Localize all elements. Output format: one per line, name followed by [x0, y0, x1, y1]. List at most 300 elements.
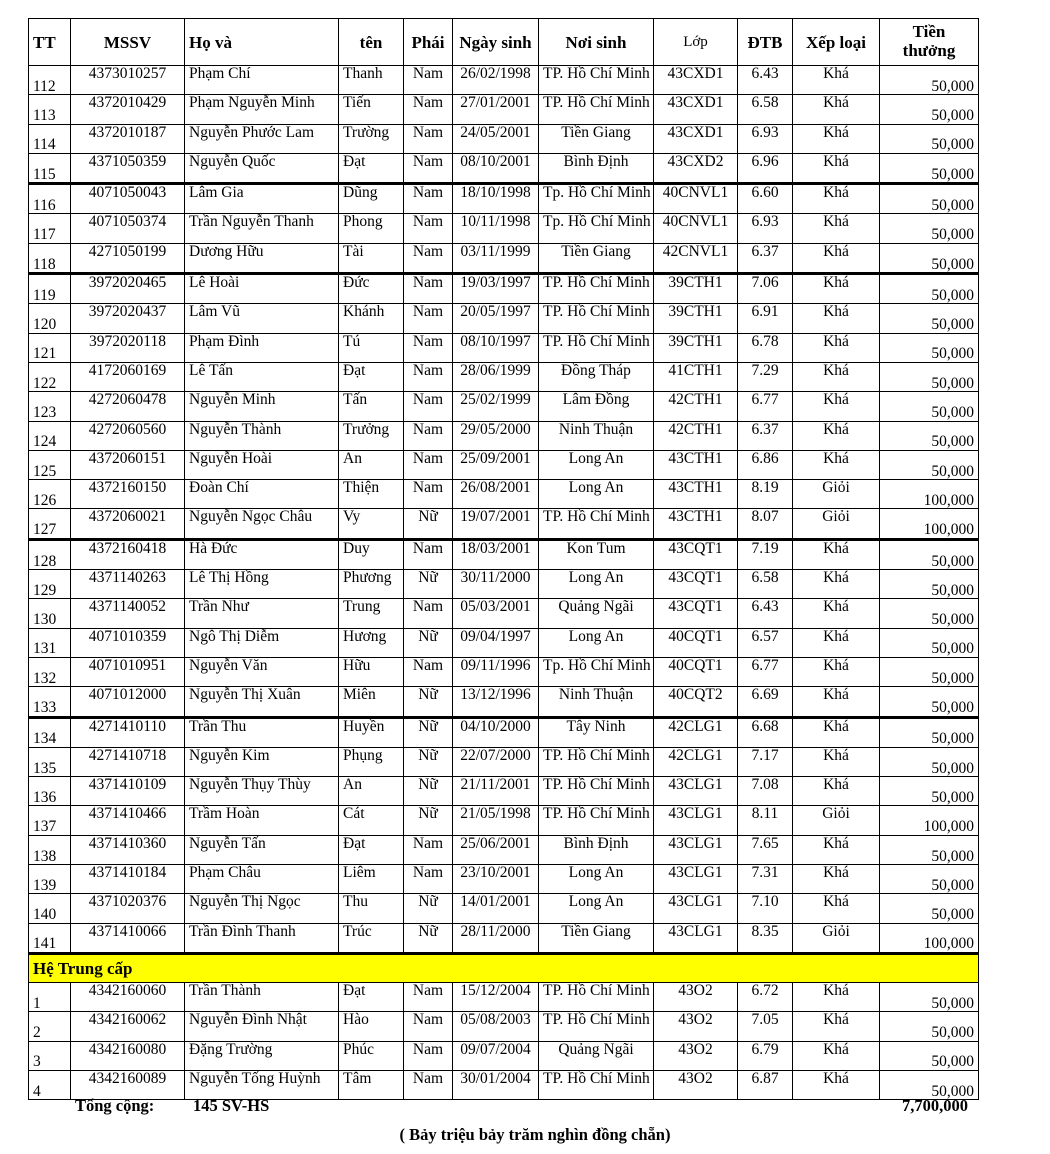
cell-tien-thuong: 50,000	[880, 1041, 979, 1070]
cell-dtb: 6.91	[738, 304, 793, 333]
cell-noi-sinh: TP. Hồ Chí Minh	[539, 274, 654, 304]
cell-xep-loai: Giỏi	[793, 509, 880, 539]
header-tien-line2: thưởng	[902, 41, 956, 60]
amount-in-words: ( Bảy triệu bảy trăm nghìn đồng chẵn)	[399, 1125, 671, 1144]
cell-tien-thuong: 50,000	[880, 1070, 979, 1099]
cell-ngay-sinh: 18/10/1998	[453, 184, 539, 214]
cell-ten: Phong	[339, 214, 404, 243]
cell-ngay-sinh: 28/11/2000	[453, 923, 539, 953]
cell-ho: Nguyễn Phước Lam	[185, 124, 339, 153]
cell-ten: Đạt	[339, 835, 404, 864]
cell-ho: Lê Tấn	[185, 362, 339, 391]
cell-phai: Nữ	[404, 570, 453, 599]
cell-phai: Nam	[404, 95, 453, 124]
cell-tien-thuong: 50,000	[880, 184, 979, 214]
cell-ho: Lâm Vũ	[185, 304, 339, 333]
cell-tt: 141	[29, 923, 71, 953]
cell-lop: 43CLG1	[654, 806, 738, 835]
cell-ten: Đạt	[339, 362, 404, 391]
cell-phai: Nữ	[404, 894, 453, 923]
cell-lop: 43CQT1	[654, 539, 738, 569]
table-row	[29, 243, 979, 273]
cell-phai: Nam	[404, 450, 453, 479]
cell-ngay-sinh: 15/12/2004	[453, 982, 539, 1011]
cell-dtb: 6.43	[738, 66, 793, 95]
cell-tien-thuong: 50,000	[880, 835, 979, 864]
cell-mssv: 4342160060	[71, 982, 185, 1011]
cell-xep-loai: Khá	[793, 570, 880, 599]
cell-noi-sinh: Long An	[539, 570, 654, 599]
table-row	[29, 777, 979, 806]
cell-ho: Hà Đức	[185, 539, 339, 569]
section-body	[29, 982, 979, 1099]
table-row	[29, 450, 979, 479]
cell-ho: Trần Như	[185, 599, 339, 628]
cell-mssv: 3972020465	[71, 274, 185, 304]
cell-tt: 133	[29, 687, 71, 717]
cell-lop: 43CQT1	[654, 570, 738, 599]
cell-tien-thuong: 50,000	[880, 95, 979, 124]
cell-tien-thuong: 100,000	[880, 509, 979, 539]
cell-noi-sinh: TP. Hồ Chí Minh	[539, 1070, 654, 1099]
cell-dtb: 8.35	[738, 923, 793, 953]
cell-ho: Nguyễn Kim	[185, 747, 339, 776]
cell-mssv: 4272060478	[71, 392, 185, 421]
cell-noi-sinh: Tây Ninh	[539, 717, 654, 747]
cell-dtb: 7.05	[738, 1012, 793, 1041]
section-title: Hệ Trung cấp	[29, 953, 979, 982]
cell-ten: Hữu	[339, 657, 404, 686]
cell-ten: Phụng	[339, 747, 404, 776]
cell-noi-sinh: Bình Định	[539, 835, 654, 864]
cell-xep-loai: Khá	[793, 777, 880, 806]
cell-ngay-sinh: 04/10/2000	[453, 717, 539, 747]
cell-tt: 116	[29, 184, 71, 214]
cell-xep-loai: Khá	[793, 628, 880, 657]
students-table	[28, 18, 979, 1100]
cell-lop: 43CXD1	[654, 95, 738, 124]
cell-tien-thuong: 50,000	[880, 243, 979, 273]
cell-mssv: 4071050374	[71, 214, 185, 243]
cell-ten: Miên	[339, 687, 404, 717]
cell-ten: Trung	[339, 599, 404, 628]
cell-tien-thuong: 50,000	[880, 539, 979, 569]
cell-phai: Nam	[404, 362, 453, 391]
cell-dtb: 6.37	[738, 421, 793, 450]
cell-tt: 113	[29, 95, 71, 124]
cell-ngay-sinh: 14/01/2001	[453, 894, 539, 923]
cell-mssv: 4342160080	[71, 1041, 185, 1070]
cell-tt: 3	[29, 1041, 71, 1070]
cell-lop: 43CTH1	[654, 509, 738, 539]
cell-ngay-sinh: 19/03/1997	[453, 274, 539, 304]
cell-tt: 139	[29, 865, 71, 894]
cell-xep-loai: Khá	[793, 835, 880, 864]
cell-noi-sinh: TP. Hồ Chí Minh	[539, 777, 654, 806]
cell-ho: Lâm Gia	[185, 184, 339, 214]
cell-xep-loai: Khá	[793, 243, 880, 273]
cell-noi-sinh: TP. Hồ Chí Minh	[539, 509, 654, 539]
cell-mssv: 4371410184	[71, 865, 185, 894]
header-dtb: ĐTB	[738, 19, 793, 66]
cell-dtb: 6.93	[738, 124, 793, 153]
cell-tien-thuong: 50,000	[880, 982, 979, 1011]
cell-lop: 43CLG1	[654, 865, 738, 894]
cell-dtb: 6.69	[738, 687, 793, 717]
cell-mssv: 4342160089	[71, 1070, 185, 1099]
cell-noi-sinh: Đồng Tháp	[539, 362, 654, 391]
cell-mssv: 4071010359	[71, 628, 185, 657]
cell-ngay-sinh: 05/03/2001	[453, 599, 539, 628]
cell-phai: Nữ	[404, 923, 453, 953]
cell-ten: Thiện	[339, 480, 404, 509]
cell-phai: Nữ	[404, 777, 453, 806]
header-tt: TT	[29, 19, 71, 66]
cell-tien-thuong: 50,000	[880, 777, 979, 806]
cell-tt: 130	[29, 599, 71, 628]
cell-ngay-sinh: 20/05/1997	[453, 304, 539, 333]
cell-ho: Nguyễn Ngọc Châu	[185, 509, 339, 539]
cell-xep-loai: Khá	[793, 865, 880, 894]
cell-tt: 120	[29, 304, 71, 333]
cell-mssv: 4372160150	[71, 480, 185, 509]
cell-tt: 127	[29, 509, 71, 539]
cell-ho: Nguyễn Minh	[185, 392, 339, 421]
cell-mssv: 4371020376	[71, 894, 185, 923]
cell-ten: Dũng	[339, 184, 404, 214]
cell-tien-thuong: 50,000	[880, 304, 979, 333]
cell-tt: 1	[29, 982, 71, 1011]
cell-noi-sinh: Long An	[539, 628, 654, 657]
cell-lop: 42CTH1	[654, 392, 738, 421]
cell-lop: 42CTH1	[654, 421, 738, 450]
cell-tt: 129	[29, 570, 71, 599]
cell-mssv: 4342160062	[71, 1012, 185, 1041]
cell-tt: 125	[29, 450, 71, 479]
cell-ngay-sinh: 22/07/2000	[453, 747, 539, 776]
cell-ten: Thanh	[339, 66, 404, 95]
cell-noi-sinh: TP. Hồ Chí Minh	[539, 333, 654, 362]
cell-xep-loai: Khá	[793, 421, 880, 450]
cell-lop: 40CNVL1	[654, 214, 738, 243]
cell-tien-thuong: 50,000	[880, 214, 979, 243]
cell-phai: Nam	[404, 1012, 453, 1041]
cell-dtb: 7.06	[738, 274, 793, 304]
cell-tien-thuong: 50,000	[880, 894, 979, 923]
cell-noi-sinh: TP. Hồ Chí Minh	[539, 747, 654, 776]
cell-phai: Nam	[404, 480, 453, 509]
cell-tien-thuong: 50,000	[880, 599, 979, 628]
cell-phai: Nữ	[404, 717, 453, 747]
cell-xep-loai: Giỏi	[793, 923, 880, 953]
cell-noi-sinh: Tiền Giang	[539, 923, 654, 953]
cell-dtb: 6.77	[738, 657, 793, 686]
cell-noi-sinh: TP. Hồ Chí Minh	[539, 806, 654, 835]
cell-tien-thuong: 50,000	[880, 153, 979, 183]
cell-tien-thuong: 50,000	[880, 362, 979, 391]
cell-ho: Nguyễn Thụy Thùy	[185, 777, 339, 806]
cell-xep-loai: Khá	[793, 66, 880, 95]
cell-tt: 123	[29, 392, 71, 421]
table-row	[29, 982, 979, 1011]
cell-tt: 131	[29, 628, 71, 657]
cell-ten: Trúc	[339, 923, 404, 953]
table-row	[29, 570, 979, 599]
cell-xep-loai: Khá	[793, 1041, 880, 1070]
cell-xep-loai: Khá	[793, 184, 880, 214]
section-row	[29, 953, 979, 982]
table-row	[29, 894, 979, 923]
cell-lop: 39CTH1	[654, 333, 738, 362]
table-row	[29, 1012, 979, 1041]
cell-dtb: 6.43	[738, 599, 793, 628]
cell-ten: Phương	[339, 570, 404, 599]
cell-ten: Tiến	[339, 95, 404, 124]
cell-xep-loai: Khá	[793, 599, 880, 628]
cell-ten: Cát	[339, 806, 404, 835]
cell-tt: 124	[29, 421, 71, 450]
table-row	[29, 392, 979, 421]
cell-ten: Hương	[339, 628, 404, 657]
cell-lop: 41CTH1	[654, 362, 738, 391]
cell-xep-loai: Khá	[793, 982, 880, 1011]
cell-phai: Nam	[404, 599, 453, 628]
cell-tien-thuong: 50,000	[880, 124, 979, 153]
table-row	[29, 923, 979, 953]
cell-ho: Nguyễn Văn	[185, 657, 339, 686]
cell-tien-thuong: 50,000	[880, 570, 979, 599]
cell-ho: Nguyễn Đình Nhật	[185, 1012, 339, 1041]
cell-dtb: 6.78	[738, 333, 793, 362]
cell-tt: 128	[29, 539, 71, 569]
cell-xep-loai: Khá	[793, 392, 880, 421]
cell-dtb: 6.72	[738, 982, 793, 1011]
cell-phai: Nam	[404, 66, 453, 95]
cell-dtb: 8.07	[738, 509, 793, 539]
cell-xep-loai: Khá	[793, 1070, 880, 1099]
cell-ho: Phạm Nguyễn Minh	[185, 95, 339, 124]
cell-dtb: 7.10	[738, 894, 793, 923]
cell-mssv: 4071010951	[71, 657, 185, 686]
cell-mssv: 4371050359	[71, 153, 185, 183]
cell-noi-sinh: Long An	[539, 865, 654, 894]
cell-phai: Nam	[404, 1070, 453, 1099]
cell-tt: 136	[29, 777, 71, 806]
cell-dtb: 6.86	[738, 450, 793, 479]
cell-dtb: 7.31	[738, 865, 793, 894]
cell-ten: Duy	[339, 539, 404, 569]
table-row	[29, 806, 979, 835]
cell-dtb: 7.17	[738, 747, 793, 776]
cell-phai: Nam	[404, 184, 453, 214]
cell-mssv: 4372010429	[71, 95, 185, 124]
cell-lop: 43CXD1	[654, 66, 738, 95]
cell-ho: Ngô Thị Diễm	[185, 628, 339, 657]
cell-tien-thuong: 50,000	[880, 274, 979, 304]
cell-lop: 43CLG1	[654, 923, 738, 953]
cell-phai: Nữ	[404, 628, 453, 657]
cell-phai: Nam	[404, 539, 453, 569]
cell-tien-thuong: 50,000	[880, 1012, 979, 1041]
cell-ten: Tài	[339, 243, 404, 273]
cell-ten: Liêm	[339, 865, 404, 894]
cell-lop: 42CNVL1	[654, 243, 738, 273]
cell-xep-loai: Khá	[793, 153, 880, 183]
table-row	[29, 657, 979, 686]
cell-noi-sinh: Ninh Thuận	[539, 687, 654, 717]
cell-ngay-sinh: 09/11/1996	[453, 657, 539, 686]
cell-tt: 119	[29, 274, 71, 304]
table-row	[29, 184, 979, 214]
cell-phai: Nam	[404, 392, 453, 421]
cell-mssv: 4371410466	[71, 806, 185, 835]
cell-tien-thuong: 50,000	[880, 865, 979, 894]
cell-lop: 39CTH1	[654, 274, 738, 304]
cell-mssv: 4371410109	[71, 777, 185, 806]
cell-lop: 43CLG1	[654, 894, 738, 923]
cell-lop: 43CXD1	[654, 124, 738, 153]
table-row	[29, 687, 979, 717]
cell-dtb: 6.87	[738, 1070, 793, 1099]
cell-xep-loai: Khá	[793, 95, 880, 124]
table-header-row	[29, 19, 979, 66]
cell-phai: Nữ	[404, 806, 453, 835]
cell-noi-sinh: Quảng Ngãi	[539, 599, 654, 628]
cell-ho: Đặng Trường	[185, 1041, 339, 1070]
cell-ten: Đạt	[339, 153, 404, 183]
header-phai: Phái	[404, 19, 453, 66]
cell-ngay-sinh: 27/01/2001	[453, 95, 539, 124]
table-row	[29, 539, 979, 569]
cell-mssv: 4271410718	[71, 747, 185, 776]
cell-xep-loai: Khá	[793, 450, 880, 479]
cell-lop: 43CXD2	[654, 153, 738, 183]
header-ho: Họ và	[185, 19, 339, 66]
cell-mssv: 4373010257	[71, 66, 185, 95]
cell-mssv: 4371410360	[71, 835, 185, 864]
cell-dtb: 6.57	[738, 628, 793, 657]
cell-tien-thuong: 50,000	[880, 333, 979, 362]
cell-ho: Phạm Đình	[185, 333, 339, 362]
totals-label: Tổng cộng:	[75, 1096, 155, 1115]
cell-mssv: 4371140263	[71, 570, 185, 599]
cell-tt: 137	[29, 806, 71, 835]
table-row	[29, 747, 979, 776]
cell-ho: Lê Hoài	[185, 274, 339, 304]
cell-ngay-sinh: 09/04/1997	[453, 628, 539, 657]
cell-noi-sinh: Tiền Giang	[539, 243, 654, 273]
cell-xep-loai: Khá	[793, 274, 880, 304]
cell-tt: 2	[29, 1012, 71, 1041]
cell-lop: 43CLG1	[654, 777, 738, 806]
cell-noi-sinh: Kon Tum	[539, 539, 654, 569]
cell-lop: 39CTH1	[654, 304, 738, 333]
cell-phai: Nam	[404, 1041, 453, 1070]
cell-ten: Huyền	[339, 717, 404, 747]
header-noi-sinh: Nơi sinh	[539, 19, 654, 66]
cell-tt: 121	[29, 333, 71, 362]
cell-phai: Nam	[404, 865, 453, 894]
cell-ho: Nguyễn Thị Xuân	[185, 687, 339, 717]
cell-lop: 43O2	[654, 982, 738, 1011]
table-row	[29, 214, 979, 243]
cell-noi-sinh: Long An	[539, 450, 654, 479]
cell-mssv: 4372010187	[71, 124, 185, 153]
table-row	[29, 628, 979, 657]
cell-xep-loai: Khá	[793, 687, 880, 717]
cell-phai: Nữ	[404, 687, 453, 717]
cell-noi-sinh: Tp. Hồ Chí Minh	[539, 214, 654, 243]
cell-phai: Nữ	[404, 509, 453, 539]
cell-dtb: 8.11	[738, 806, 793, 835]
cell-dtb: 6.60	[738, 184, 793, 214]
header-xep-loai: Xếp loại	[793, 19, 880, 66]
cell-tt: 4	[29, 1070, 71, 1099]
cell-phai: Nam	[404, 274, 453, 304]
cell-ho: Trần Nguyễn Thanh	[185, 214, 339, 243]
cell-lop: 43CTH1	[654, 450, 738, 479]
cell-phai: Nam	[404, 835, 453, 864]
cell-noi-sinh: Tp. Hồ Chí Minh	[539, 184, 654, 214]
cell-ten: Thu	[339, 894, 404, 923]
table-row	[29, 865, 979, 894]
cell-ten: Khánh	[339, 304, 404, 333]
cell-tt: 114	[29, 124, 71, 153]
cell-xep-loai: Khá	[793, 717, 880, 747]
table-row	[29, 717, 979, 747]
cell-tien-thuong: 100,000	[880, 923, 979, 953]
cell-dtb: 8.19	[738, 480, 793, 509]
cell-lop: 40CQT1	[654, 628, 738, 657]
table-body	[29, 66, 979, 954]
cell-ho: Dương Hữu	[185, 243, 339, 273]
cell-tt: 118	[29, 243, 71, 273]
cell-ngay-sinh: 03/11/1999	[453, 243, 539, 273]
cell-noi-sinh: Tiền Giang	[539, 124, 654, 153]
cell-ngay-sinh: 25/06/2001	[453, 835, 539, 864]
cell-ngay-sinh: 21/05/1998	[453, 806, 539, 835]
cell-xep-loai: Khá	[793, 304, 880, 333]
cell-xep-loai: Khá	[793, 362, 880, 391]
cell-phai: Nam	[404, 304, 453, 333]
cell-ngay-sinh: 23/10/2001	[453, 865, 539, 894]
cell-ngay-sinh: 08/10/2001	[453, 153, 539, 183]
cell-noi-sinh: TP. Hồ Chí Minh	[539, 982, 654, 1011]
cell-phai: Nam	[404, 982, 453, 1011]
cell-tt: 115	[29, 153, 71, 183]
cell-ngay-sinh: 29/05/2000	[453, 421, 539, 450]
cell-tien-thuong: 50,000	[880, 747, 979, 776]
cell-ten: Tấn	[339, 392, 404, 421]
cell-ngay-sinh: 26/02/1998	[453, 66, 539, 95]
cell-phai: Nam	[404, 243, 453, 273]
cell-xep-loai: Giỏi	[793, 806, 880, 835]
cell-lop: 40CQT2	[654, 687, 738, 717]
cell-mssv: 4271050199	[71, 243, 185, 273]
cell-noi-sinh: Long An	[539, 480, 654, 509]
cell-ten: Tú	[339, 333, 404, 362]
cell-noi-sinh: TP. Hồ Chí Minh	[539, 1012, 654, 1041]
cell-ho: Trần Thu	[185, 717, 339, 747]
cell-xep-loai: Khá	[793, 539, 880, 569]
cell-phai: Nam	[404, 333, 453, 362]
cell-ho: Trần Đình Thanh	[185, 923, 339, 953]
cell-phai: Nam	[404, 657, 453, 686]
cell-mssv: 4371140052	[71, 599, 185, 628]
cell-tt: 117	[29, 214, 71, 243]
cell-ten: Trường	[339, 124, 404, 153]
table-row	[29, 274, 979, 304]
